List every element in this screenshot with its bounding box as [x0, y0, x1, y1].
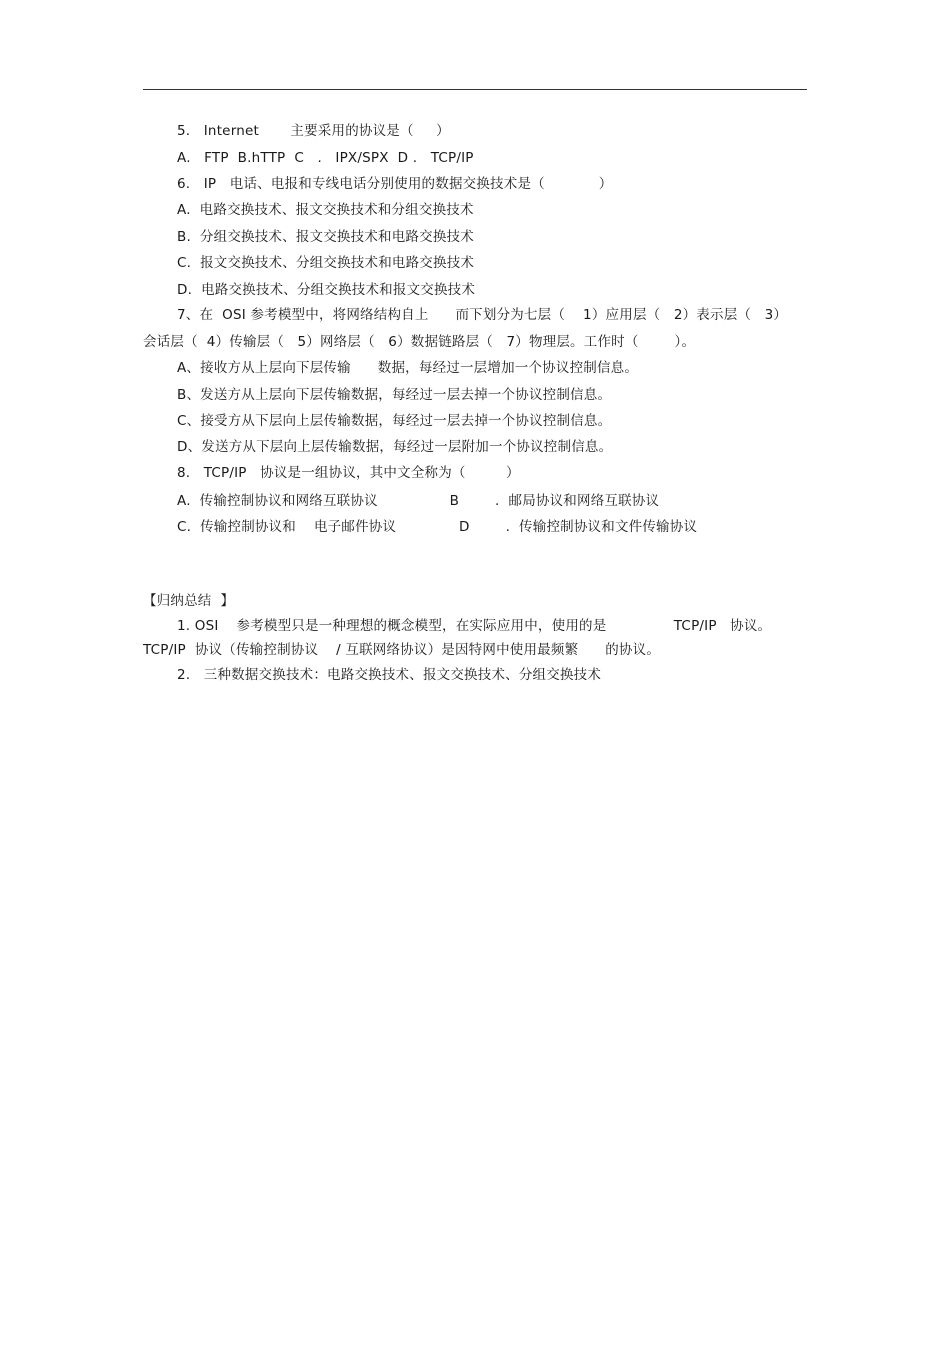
question-7-option-d: D、发送方从下层向上层传输数据，每经过一层附加一个协议控制信息。	[177, 439, 613, 455]
summary-item-1-line2: TCP/IP 协议（传输控制协议 / 互联网络协议）是因特网中使用最频繁 的协议。	[143, 642, 661, 658]
question-6-option-c: C. 报文交换技术、分组交换技术和电路交换技术	[177, 255, 475, 271]
question-5-options: A. FTP B.hTTP C . IPX/SPX D . TCP/IP	[177, 150, 474, 166]
question-8-options-cd: C. 传输控制协议和 电子邮件协议 D . 传输控制协议和文件传输协议	[177, 519, 698, 535]
question-6-option-b: B. 分组交换技术、报文交换技术和电路交换技术	[177, 229, 474, 245]
question-7-stem-line2: 会话层（ 4）传输层（ 5）网络层（ 6）数据链路层（ 7）物理层。工作时（ ）。	[143, 334, 696, 350]
question-7-stem-line1: 7、在 OSI 参考模型中，将网络结构自上 而下划分为七层（ 1）应用层（ 2）表示层（ 3）	[177, 307, 788, 323]
question-5-stem: 5. Internet 主要采用的协议是（ ）	[177, 123, 450, 139]
question-6-stem: 6. IP 电话、电报和专线电话分别使用的数据交换技术是（ ）	[177, 176, 613, 192]
summary-heading: 【归纳总结 】	[143, 593, 235, 609]
question-7-option-b: B、发送方从上层向下层传输数据，每经过一层去掉一个协议控制信息。	[177, 387, 612, 403]
header-rule	[143, 89, 807, 90]
question-7-option-c: C、接受方从下层向上层传输数据，每经过一层去掉一个协议控制信息。	[177, 413, 612, 429]
summary-item-2: 2. 三种数据交换技术：电路交换技术、报文交换技术、分组交换技术	[177, 667, 602, 683]
question-8-options-ab: A. 传输控制协议和网络互联协议 B . 邮局协议和网络互联协议	[177, 493, 660, 509]
summary-item-1-line1: 1. OSI 参考模型只是一种理想的概念模型，在实际应用中，使用的是 TCP/IP 协议。	[177, 618, 772, 634]
question-6-option-d: D. 电路交换技术、分组交换技术和报文交换技术	[177, 282, 476, 298]
question-6-option-a: A. 电路交换技术、报文交换技术和分组交换技术	[177, 202, 474, 218]
question-8-stem: 8. TCP/IP 协议是一组协议，其中文全称为（ ）	[177, 465, 520, 481]
question-7-option-a: A、接收方从上层向下层传输 数据，每经过一层增加一个协议控制信息。	[177, 360, 639, 376]
